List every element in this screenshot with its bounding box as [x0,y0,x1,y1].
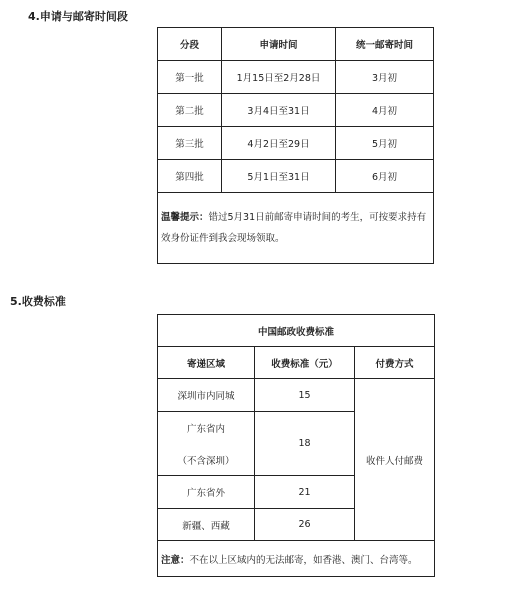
fee-cell: 26 [255,509,355,541]
region-cell: 深圳市内同城 [158,379,255,412]
column-header-batch: 分段 [158,28,222,61]
column-header-apply-time: 申请时间 [222,28,336,61]
apply-time-cell: 1月15日至2月28日 [222,61,336,94]
postage-fee-table [157,314,435,577]
attention-note-text: 不在以上区域内的无法邮寄，如香港、澳门、台湾等。 [189,554,418,566]
batch-cell: 第三批 [158,127,222,160]
region-cell: 广东省外 [158,476,255,509]
batch-cell: 第四批 [158,160,222,193]
region-cell [158,412,255,476]
reminder-note-label: 温馨提示： [161,212,209,223]
fee-cell: 18 [255,412,355,476]
table-row [158,61,434,94]
batch-cell: 第一批 [158,61,222,94]
section-heading-mailing-period: 4.申请与邮寄时间段 [28,10,128,23]
payment-method-cell: 收件人付邮费 [355,379,435,541]
batch-cell: 第二批 [158,94,222,127]
table-row [158,160,434,193]
section-heading-fee-standard: 5.收费标准 [10,295,66,308]
reminder-note [158,193,434,264]
column-header-mail-time: 统一邮寄时间 [336,28,434,61]
mail-time-cell: 3月初 [336,61,434,94]
table-note-row [158,193,434,264]
attention-note-label: 注意： [161,554,190,566]
column-header-fee: 收费标准（元） [255,347,355,379]
table-row [158,127,434,160]
reminder-note-text: 错过5月31日前邮寄申请时间的考生，可按要求持有效身份证件到我会现场领取。 [161,212,427,244]
apply-time-cell: 5月1日至31日 [222,160,336,193]
mail-time-cell: 6月初 [336,160,434,193]
region-exclusion: （不含深圳） [177,455,235,467]
table-row [158,94,434,127]
apply-time-cell: 3月4日至31日 [222,94,336,127]
table-title: 中国邮政收费标准 [158,315,435,347]
column-header-payment: 付费方式 [355,347,435,379]
table-note-row [158,541,435,577]
fee-cell: 15 [255,379,355,412]
table-header-row [158,347,435,379]
fee-cell: 21 [255,476,355,509]
attention-note [158,541,435,577]
mailing-schedule-table [157,27,434,264]
table-header-row [158,28,434,61]
apply-time-cell: 4月2日至29日 [222,127,336,160]
mail-time-cell: 5月初 [336,127,434,160]
region-cell: 新疆、西藏 [158,509,255,541]
mail-time-cell: 4月初 [336,94,434,127]
table-title-row [158,315,435,347]
region-name: 广东省内 [186,423,225,435]
column-header-region: 寄递区域 [158,347,255,379]
table-row [158,379,435,412]
